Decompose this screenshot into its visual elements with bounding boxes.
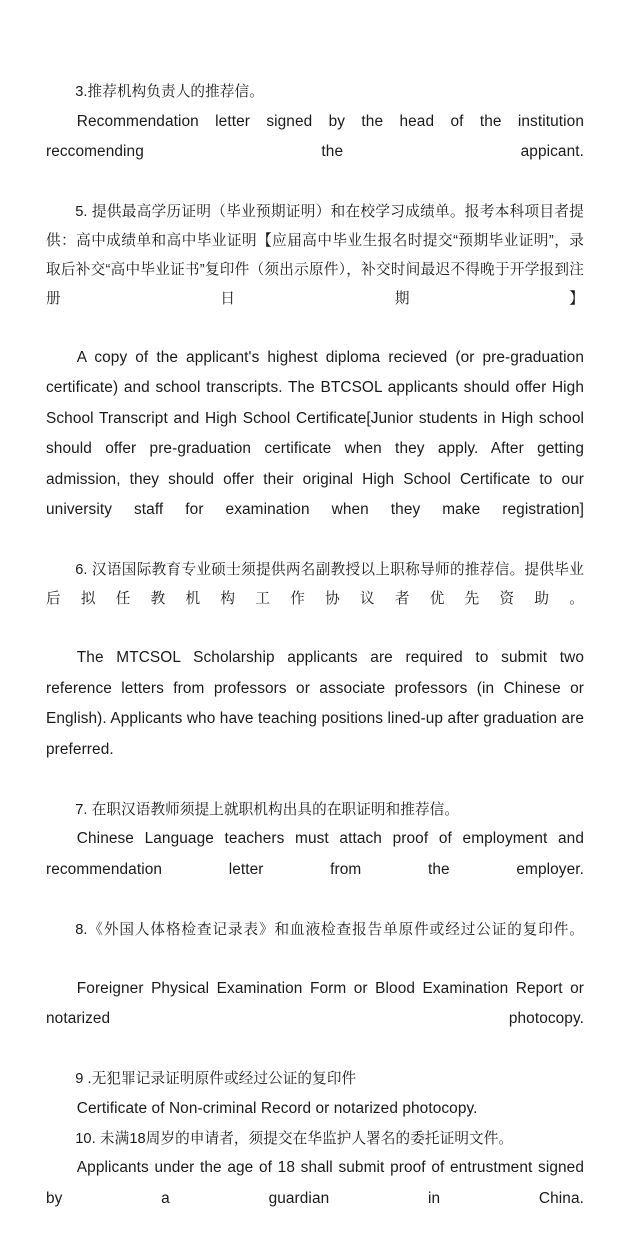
paragraph-item-5-en: A copy of the applicant's highest diploma recieved (or pre-graduation certificate) and school transcripts. The BTCSOL applicants should offer High School Transcript and High School Certificate[Junior students in High school should offer pre-graduation certificate when they apply. After getting admission, they should offer their original High School Certificate to our university staff for examination when they make registration] xyxy=(46,348,584,519)
paragraph-item-3-cn: 3.推荐机构负责人的推荐信。 xyxy=(75,84,264,100)
paragraph-item-6-en: The MTCSOL Scholarship applicants are required to submit two reference letters from professors or associate professors (in Chinese or English). Applicants who have teaching positions lined-up after graduation are preferred. xyxy=(46,649,584,758)
paragraph-item-6-cn: 6. 汉语国际教育专业硕士须提供两名副教授以上职称导师的推荐信。提供毕业后拟任教机构工作协议者优先资助。 xyxy=(46,562,584,608)
document-body xyxy=(46,78,584,1245)
paragraph-item-9-en: Certificate of Non-criminal Record or notarized photocopy. xyxy=(76,1100,478,1118)
paragraph-item-10-en: Applicants under the age of 18 shall submit proof of entrustment signed by a guardian in China. xyxy=(46,1159,584,1207)
paragraph-item-3-en: Recommendation letter signed by the head of the institution reccomending the appicant. xyxy=(46,112,584,161)
paragraph-item-7-cn: 7. 在职汉语教师须提上就职机构出具的在职证明和推荐信。 xyxy=(75,801,460,818)
paragraph-item-8-cn: 8.《外国人体格检查记录表》和血液检查报告单原件或经过公证的复印件。 xyxy=(75,921,584,938)
paragraph-item-7-en: Chinese Language teachers must attach proof of employment and recommendation letter from the employer. xyxy=(46,830,584,878)
paragraph-item-8-en: Foreigner Physical Examination Form or Blood Examination Report or notarized photocopy. xyxy=(46,979,584,1028)
paragraph-item-5-cn: 5. 提供最高学历证明（毕业预期证明）和在校学习成绩单。报考本科项目者提供：高中成绩单和高中毕业证明【应届高中毕业生报名时提交“预期毕业证明”，录取后补交“高中毕业证书”复印件（须出示原件），补交时间最迟不得晚于开学报到注册日期】 xyxy=(46,204,584,308)
paragraph-item-10-cn: 10. 未满18周岁的申请者，须提交在华监护人署名的委托证明文件。 xyxy=(75,1130,514,1147)
paragraph-item-9-cn: 9 .无犯罪记录证明原件或经过公证的复印件 xyxy=(75,1071,357,1088)
